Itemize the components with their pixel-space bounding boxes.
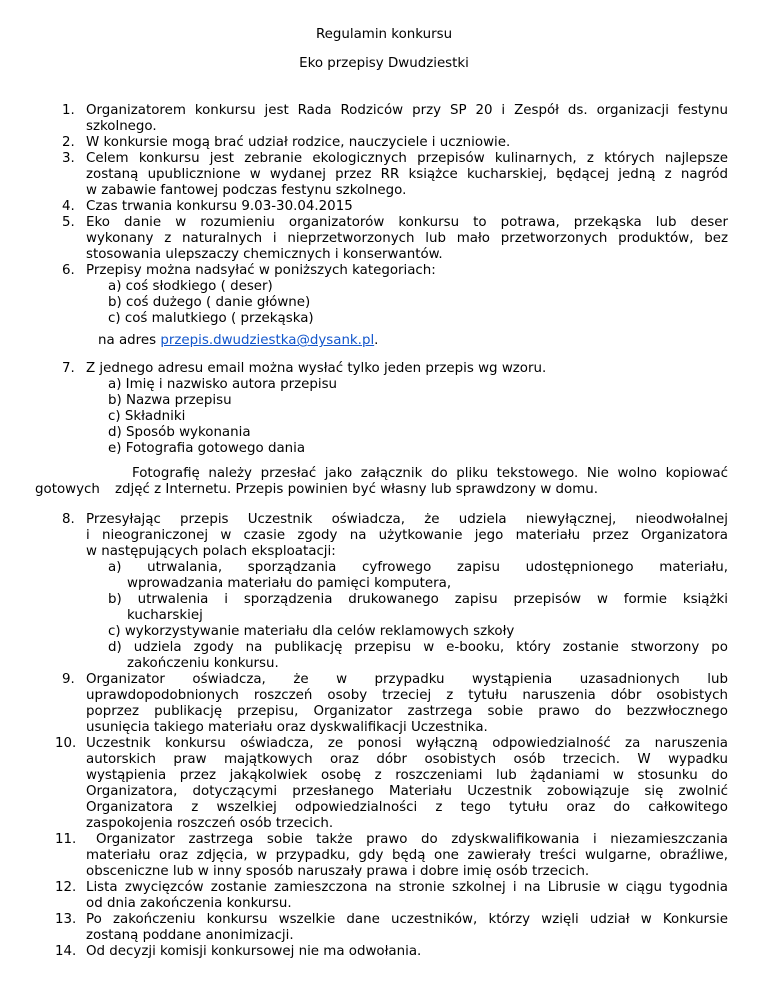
item-4-line-1: Czas trwania konkursu 9.03-30.04.2015 (86, 199, 353, 214)
email-address-line (98, 333, 378, 349)
item-3-line-3: w zabawie fantowej podczas festynu szkolnego. (86, 183, 407, 198)
item-12-line-1: Lista zwycięzców zostanie zamieszczona na stronie szkolnej i na Librusie w ciągu tygodnia (86, 880, 728, 895)
item-7-sub-b: b) Nazwa przepisu (108, 393, 232, 408)
item-8-sub-a-line-1: a) utrwalania, sporządzania cyfrowego zapisu udostępnionego materiału, (108, 560, 728, 575)
item-9-line-2: uprawdopodobnionych roszczeń osoby trzeciej z tytułu naruszenia dóbr osobistych (86, 688, 728, 703)
item-10-line-5: Organizatora z wszelkiej odpowiedzialności z tego tytułu oraz do całkowitego (86, 800, 728, 815)
photo-note-line-2b: zdjęć z Internetu. Przepis powinien być własny lub sprawdzony w domu. (115, 482, 599, 497)
item-11-line-3: obsceniczne lub w inny sposób naruszały prawa i dobre imię osób trzecich. (86, 864, 590, 879)
item-number: 11. (55, 832, 77, 847)
item-1-line-2: szkolnego. (86, 119, 157, 134)
item-9-line-4: usunięcia takiego materiału oraz dyskwalifikacji Uczestnika. (86, 720, 488, 735)
item-8-line-2: i nieograniczonej w czasie zgody na użytkowanie jego materiału przez Organizatora (86, 528, 728, 543)
item-11-line-1: Organizator zastrzega sobie także prawo do zdyskwalifikowania i niezamieszczania (96, 832, 728, 847)
item-number: 14. (55, 944, 77, 959)
item-8-sub-c-line-1: c) wykorzystywanie materiału dla celów reklamowych szkoły (108, 624, 515, 639)
item-number: 7. (62, 361, 75, 376)
item-number: 1. (62, 103, 75, 118)
item-7-sub-a: a) Imię i nazwisko autora przepisu (108, 377, 338, 392)
item-5-line-1: Eko danie w rozumieniu organizatorów konkursu to potrawa, przekąska lub deser (86, 215, 728, 230)
item-14-line-1: Od decyzji komisji konkursowej nie ma odwołania. (86, 944, 422, 959)
item-number: 3. (62, 151, 75, 166)
item-7-line-1: Z jednego adresu email można wysłać tylko jeden przepis wg wzoru. (86, 361, 547, 376)
item-number: 10. (55, 736, 77, 751)
item-11-line-2: materiału oraz zdjęcia, w przypadku, gdy będą one zawierały treści wulgarne, obraźliwe, (86, 848, 728, 863)
item-8-sub-b-line-1: b) utrwalenia i sporządzenia drukowanego zapisu przepisów w formie książki (108, 592, 728, 607)
item-12-line-2: od dnia zakończenia konkursu. (86, 896, 292, 911)
item-number: 13. (55, 912, 77, 927)
item-7-sub-d: d) Sposób wykonania (108, 425, 251, 440)
item-13-line-1: Po zakończeniu konkursu wszelkie dane uczestników, którzy wzięli udział w Konkursie (86, 912, 728, 927)
item-number: 8. (62, 512, 75, 527)
item-1-line-1: Organizatorem konkursu jest Rada Rodziców przy SP 20 i Zespół ds. organizacji festynu (86, 103, 728, 118)
item-6-sub-c: c) coś malutkiego ( przekąska) (108, 311, 314, 326)
item-6-sub-b: b) coś dużego ( danie główne) (108, 295, 311, 310)
item-3-line-2: zostaną upublicznione w wydanej przez RR książce kucharskiej, będącej jedną z nagród (86, 167, 728, 182)
item-number: 6. (62, 263, 75, 278)
address-prefix: na adres (98, 333, 161, 348)
item-7-sub-c: c) Składniki (108, 409, 186, 424)
item-9-line-3: poprzez publikację przepisu, Organizator zastrzega sobie prawo do bezzwłocznego (86, 704, 728, 719)
photo-note-line-2a: gotowych (35, 482, 100, 497)
item-10-line-6: zaspokojenia roszczeń osób trzecich. (86, 816, 334, 831)
item-8-sub-a-line-2: wprowadzania materiału do pamięci komputera, (127, 576, 452, 591)
item-6-line-1: Przepisy można nadsyłać w poniższych kategoriach: (86, 263, 436, 278)
item-10-line-1: Uczestnik konkursu oświadcza, ze ponosi wyłączną odpowiedzialność za naruszenia (86, 736, 728, 751)
item-10-line-3: wystąpienia przez jakąkolwiek osobę z roszczeniami lub żądaniami w stosunku do (86, 768, 728, 783)
item-8-sub-b-line-2: kucharskiej (127, 608, 203, 623)
item-5-line-3: stosowania ulepszaczy chemicznych i konserwantów. (86, 247, 443, 262)
item-8-sub-d-line-2: zakończeniu konkursu. (127, 656, 279, 671)
email-link[interactable]: przepis.dwudziestka@dysank.pl (160, 333, 375, 348)
item-number: 2. (62, 135, 75, 150)
item-2-line-1: W konkursie mogą brać udział rodzice, nauczyciele i uczniowie. (86, 135, 511, 150)
item-3-line-1: Celem konkursu jest zebranie ekologicznych przepisów kulinarnych, z których najlepsze (86, 151, 728, 166)
item-8-sub-d-line-1: d) udziela zgody na publikację przepisu w e-booku, który zostanie stworzony po (108, 640, 728, 655)
photo-note-line-1: Fotografię należy przesłać jako załącznik do pliku tekstowego. Nie wolno kopiować (132, 466, 728, 481)
item-10-line-2: autorskich praw majątkowych oraz dóbr osobistych osób trzecich. W wypadku (86, 752, 728, 767)
item-9-line-1: Organizator oświadcza, że w przypadku wystąpienia uzasadnionych lub (86, 672, 728, 687)
item-13-line-2: zostaną poddane anonimizacji. (86, 928, 294, 943)
item-number: 4. (62, 199, 75, 214)
item-7-sub-e: e) Fotografia gotowego dania (108, 441, 306, 456)
item-8-line-3: w następujących polach eksploatacji: (86, 544, 336, 559)
item-8-line-1: Przesyłając przepis Uczestnik oświadcza, że udziela niewyłącznej, nieodwołalnej (86, 512, 728, 527)
address-suffix: . (374, 333, 379, 348)
document-title: Regulamin konkursu (315, 27, 453, 42)
item-number: 5. (62, 215, 75, 230)
item-10-line-4: Organizatora, dotyczącymi przesłanego Materiału Uczestnik zobowiązuje się zwolnić (86, 784, 728, 799)
item-5-line-2: wykonany z naturalnych i nieprzetworzonych lub mało przetworzonych produktów, bez (86, 231, 728, 246)
item-number: 9. (62, 672, 75, 687)
item-number: 12. (55, 880, 77, 895)
item-6-sub-a: a) coś słodkiego ( deser) (108, 279, 273, 294)
document-subtitle: Eko przepisy Dwudziestki (299, 56, 469, 71)
